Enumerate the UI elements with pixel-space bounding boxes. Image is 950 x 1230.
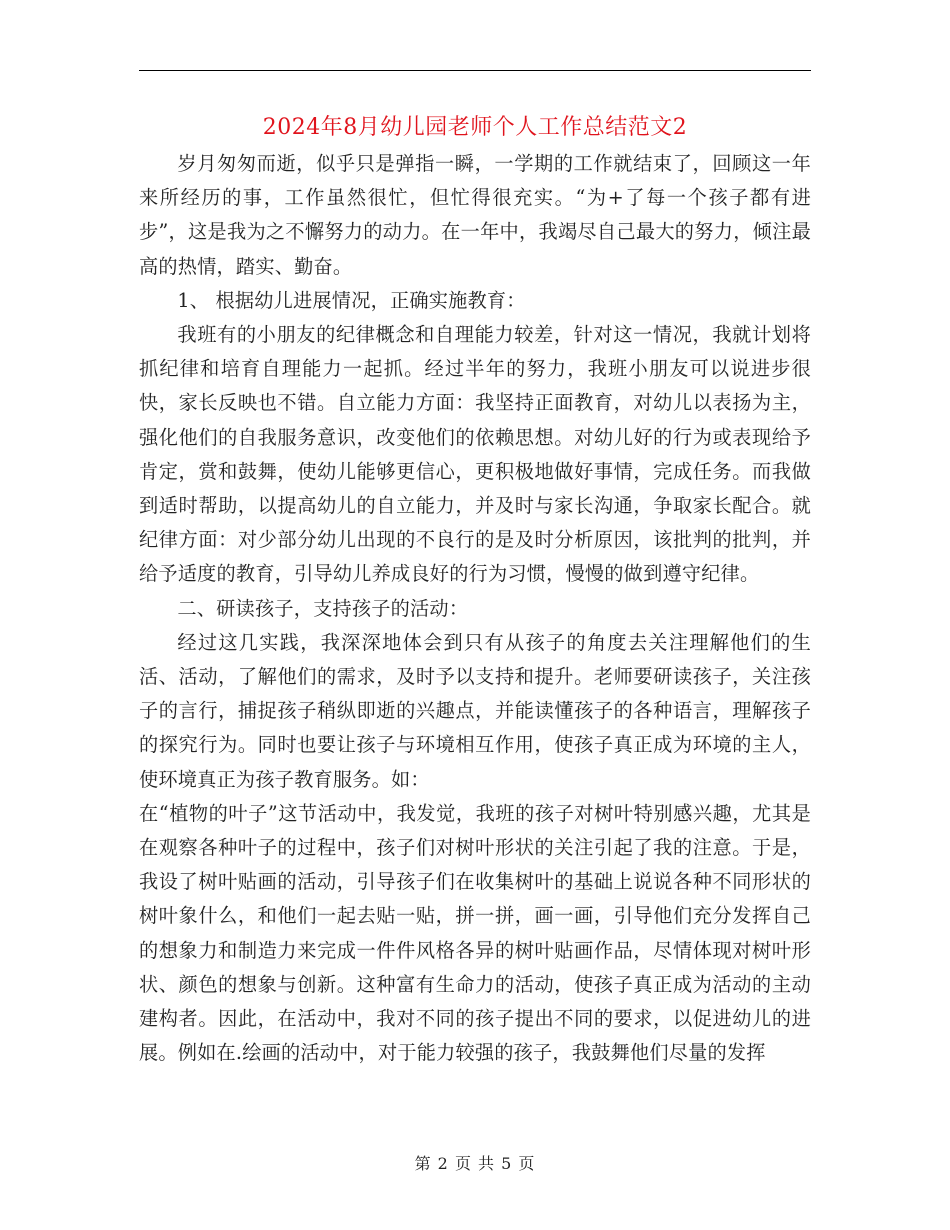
section-heading-2: 二、研读孩子，支持孩子的活动： <box>177 596 469 620</box>
document-body <box>139 147 811 1070</box>
header-rule <box>139 70 811 71</box>
document-title: 2024年8月幼儿园老师个人工作总结范文2 <box>262 115 688 140</box>
paragraph-section-2: 经过这几实践，我深深地体会到只有从孩子的角度去关注理解他们的生活、活动，了解他们的需求，及时予以支持和提升。老师要研读孩子，关注孩子的言行，捕捉孩子稍纵即逝的兴趣点，并能读懂孩子的各种语言，理解孩子的探究行为。同时也要让孩子与环境相互作用，使孩子真正成为环境的主人，使环境真正为孩子教育服务。如： <box>139 630 811 791</box>
section-heading-1: 1、 根据幼儿进展情况，正确实施教育： <box>177 288 526 312</box>
paragraph-section-1: 我班有的小朋友的纪律概念和自理能力较差，针对这一情况，我就计划将抓纪律和培育自理能力一起抓。经过半年的努力，我班小朋友可以说进步很快，家长反映也不错。自立能力方面：我坚持正面教育，对幼儿以表扬为主，强化他们的自我服务意识，改变他们的依赖思想。对幼儿好的行为或表现给予肯定，赏和鼓舞，使幼儿能够更信心，更积极地做好事情，完成任务。而我做到适时帮助，以提高幼儿的自立能力，并及时与家长沟通，争取家长配合。就纪律方面：对少部分幼儿出现的不良行的是及时分析原因，该批判的批判，并给予适度的教育，引导幼儿养成良好的行为习惯，慢慢的做到遵守纪律。 <box>139 323 811 586</box>
page-number: 第 2 页 共 5 页 <box>414 1154 536 1173</box>
paragraph-intro: 岁月匆匆而逝，似乎只是弹指一瞬，一学期的工作就结束了，回顾这一年来所经历的事，工作虽然很忙，但忙得很充实。“为+了每一个孩子都有进步”，这是我为之不懈努力的动力。在一年中，我竭尽自己最大的努力，倾注最高的热情，踏实、勤奋。 <box>139 152 811 278</box>
paragraph-example: 在“植物的叶子”这节活动中，我发觉，我班的孩子对树叶特别感兴趣，尤其是在观察各种叶子的过程中，孩子们对树叶形状的关注引起了我的注意。于是，我设了树叶贴画的活动，引导孩子们在收集树叶的基础上说说各种不同形状的树叶象什么，和他们一起去贴一贴，拼一拼，画一画，引导他们充分发挥自己的想象力和制造力来完成一件件风格各异的树叶贴画作品，尽情体现对树叶形状、颜色的想象与创新。这种富有生命力的活动，使孩子真正成为活动的主动建构者。因此，在活动中，我对不同的孩子提出不同的要求，以促进幼儿的进展。例如在.绘画的活动中，对于能力较强的孩子，我鼓舞他们尽量的发挥 <box>139 801 811 1065</box>
